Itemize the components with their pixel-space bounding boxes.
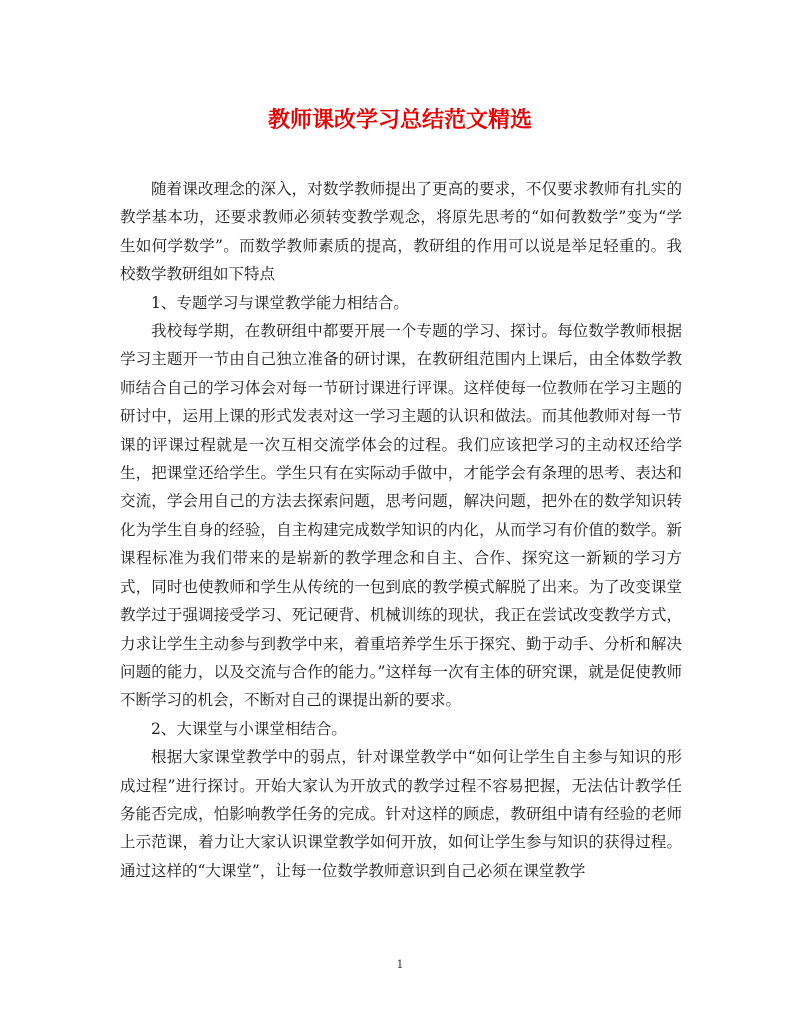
paragraph-intro: 随着课改理念的深入，对数学教师提出了更高的要求，不仅要求教师有扎实的教学基本功，还要求教师必须转变教学观念，将原先思考的“如何教数学”变为“学生如何学数学”。而数学教师素质的提高，教研组的作用可以说是举足轻重的。我校数学教研组如下特点 <box>120 180 682 284</box>
paragraph-section-2: 根据大家课堂教学中的弱点，针对课堂教学中“如何让学生自主参与知识的形成过程”进行探讨。开始大家认为开放式的教学过程不容易把握，无法估计教学任务能否完成，怕影响教学任务的完成。针对这样的顾虑，教研组中请有经验的老师上示范课，着力让大家认识课堂教学如何开放，如何让学生参与知识的获得过程。通过这样的“大课堂”，让每一位数学教师意识到自己必须在课堂教学 <box>120 748 682 880</box>
document-title: 教师课改学习总结范文精选 <box>267 107 532 133</box>
document-body <box>120 175 682 885</box>
section-heading-2: 2、大课堂与小课堂相结合。 <box>151 719 347 738</box>
paragraph-section-1: 我校每学期，在教研组中都要开展一个专题的学习、探讨。每位数学教师根据学习主题开一节由自己独立准备的研讨课，在教研组范围内上课后，由全体数学教师结合自己的学习体会对每一节研讨课进行评课。这样使每一位教师在学习主题的研讨中，运用上课的形式发表对这一学习主题的认识和做法。而其他教师对每一节课的评课过程就是一次互相交流学体会的过程。我们应该把学习的主动权还给学生，把课堂还给学生。学生只有在实际动手做中，才能学会有条理的思考、表达和交流，学会用自己的方法去探索问题，思考问题，解决问题，把外在的数学知识转化为学生自身的经验，自主构建完成数学知识的内化，从而学习有价值的数学。新课程标准为我们带来的是崭新的教学理念和自主、合作、探究这一新颖的学习方式，同时也使教师和学生从传统的一包到底的教学模式解脱了出来。为了改变课堂教学过于强调接受学习、死记硬背、机械训练的现状，我正在尝试改变教学方式，力求让学生主动参与到教学中来，着重培养学生乐于探究、勤于动手、分析和解决问题的能力，以及交流与合作的能力。”这样每一次有主体的研究课，就是促使教师不断学习的机会，不断对自己的课提出新的要求。 <box>120 322 682 710</box>
section-heading-1: 1、专题学习与课堂教学能力相结合。 <box>151 293 409 312</box>
page-number: 1 <box>396 958 404 971</box>
